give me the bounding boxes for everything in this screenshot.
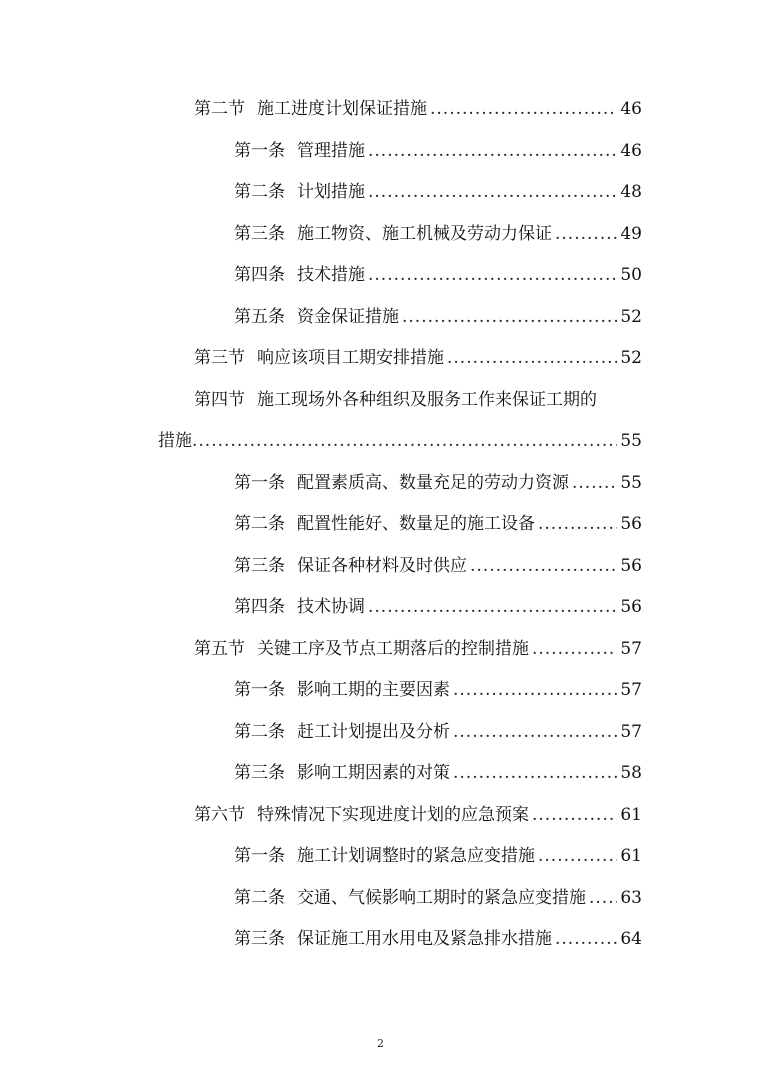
toc-entry-page: 52	[620, 307, 642, 327]
toc-entry-section-2[interactable]	[194, 98, 642, 120]
toc-entry-section-4[interactable]	[194, 389, 642, 411]
toc-entry-page: 46	[620, 99, 642, 119]
dot-leader	[192, 430, 617, 452]
dot-leader	[572, 472, 617, 494]
page-number: 2	[377, 1037, 384, 1050]
toc-entry-article[interactable]	[234, 596, 642, 618]
toc-entry-number: 第四条	[234, 265, 285, 285]
toc-entry-number: 第一条	[234, 846, 285, 866]
toc-entry-page: 55	[620, 473, 642, 493]
toc-entry-title: 赶工计划提出及分析	[297, 722, 450, 742]
toc-entry-number: 第三条	[234, 224, 285, 244]
toc-entry-page: 55	[620, 431, 642, 451]
toc-entry-page: 57	[620, 722, 642, 742]
dot-leader	[589, 887, 617, 909]
dot-leader	[555, 928, 617, 950]
toc-entry-article[interactable]	[234, 555, 642, 577]
toc-entry-title: 保证各种材料及时供应	[297, 556, 467, 576]
toc-entry-title: 技术协调	[297, 597, 365, 617]
toc-entry-article[interactable]	[234, 928, 642, 950]
dot-leader	[447, 347, 617, 369]
toc-entry-number: 第三条	[234, 763, 285, 783]
toc-entry-page: 50	[620, 265, 642, 285]
toc-entry-title: 施工计划调整时的紧急应变措施	[297, 846, 535, 866]
toc-entry-page: 58	[620, 763, 642, 783]
dot-leader	[555, 223, 617, 245]
toc-entry-number: 第二条	[234, 888, 285, 908]
toc-entry-article[interactable]	[234, 472, 642, 494]
toc-entry-title: 保证施工用水用电及紧急排水措施	[297, 929, 552, 949]
toc-entry-article[interactable]	[234, 679, 642, 701]
toc-entry-title: 计划措施	[297, 182, 365, 202]
toc-entry-title: 管理措施	[297, 141, 365, 161]
toc-entry-page: 48	[620, 182, 642, 202]
toc-entry-number: 第二条	[234, 722, 285, 742]
toc-entry-number: 第四条	[234, 597, 285, 617]
dot-leader	[430, 98, 617, 120]
toc-entry-title: 特殊情况下实现进度计划的应急预案	[257, 805, 529, 825]
toc-entry-number: 第三节	[194, 348, 245, 368]
toc-entry-article[interactable]	[234, 762, 642, 784]
dot-leader	[368, 596, 617, 618]
toc-entry-page: 64	[620, 929, 642, 949]
toc-entry-article[interactable]	[234, 306, 642, 328]
toc-entry-number: 第六节	[194, 805, 245, 825]
toc-entry-title: 施工现场外各种组织及服务工作来保证工期的	[257, 390, 597, 410]
dot-leader	[532, 804, 617, 826]
toc-entry-page: 61	[620, 805, 642, 825]
toc-entry-title: 响应该项目工期安排措施	[257, 348, 444, 368]
toc-entry-page: 46	[620, 141, 642, 161]
toc-entry-number: 第三条	[234, 556, 285, 576]
toc-entry-article[interactable]	[234, 223, 642, 245]
toc-entry-section-3[interactable]	[194, 347, 642, 369]
toc-entry-number: 第五节	[194, 639, 245, 659]
toc-entry-title: 技术措施	[297, 265, 365, 285]
dot-leader	[538, 845, 617, 867]
toc-entry-article[interactable]	[234, 845, 642, 867]
toc-entry-article[interactable]	[234, 140, 642, 162]
dot-leader	[368, 181, 617, 203]
dot-leader	[532, 638, 617, 660]
toc-entry-article[interactable]	[234, 721, 642, 743]
toc-entry-title: 施工物资、施工机械及劳动力保证	[297, 224, 552, 244]
toc-entry-title: 配置素质高、数量充足的劳动力资源	[297, 473, 569, 493]
toc-entry-article[interactable]	[234, 887, 642, 909]
toc-entry-page: 56	[620, 556, 642, 576]
toc-entry-number: 第一条	[234, 473, 285, 493]
toc-entry-title: 资金保证措施	[297, 307, 399, 327]
toc-entry-section-5[interactable]	[194, 638, 642, 660]
toc-entry-page: 57	[620, 680, 642, 700]
dot-leader	[453, 721, 617, 743]
dot-leader	[368, 140, 617, 162]
toc-entry-page: 57	[620, 639, 642, 659]
toc-entry-number: 第五条	[234, 307, 285, 327]
toc-entry-number: 第二条	[234, 182, 285, 202]
toc-entry-number: 第二节	[194, 99, 245, 119]
toc-entry-page: 49	[620, 224, 642, 244]
dot-leader	[538, 513, 617, 535]
toc-entry-number: 第四节	[194, 390, 245, 410]
toc-entry-number: 第二条	[234, 514, 285, 534]
toc-entry-title-continued: 措施	[158, 431, 192, 451]
toc-entry-section-6[interactable]	[194, 804, 642, 826]
toc-entry-article[interactable]	[234, 181, 642, 203]
toc-entry-title: 影响工期因素的对策	[297, 763, 450, 783]
dot-leader	[368, 264, 617, 286]
dot-leader	[470, 555, 617, 577]
toc-entry-title: 关键工序及节点工期落后的控制措施	[257, 639, 529, 659]
toc-entry-title: 施工进度计划保证措施	[257, 99, 427, 119]
toc-entry-page: 61	[620, 846, 642, 866]
toc-entry-section-4-continued[interactable]	[158, 430, 642, 452]
toc-entry-number: 第一条	[234, 680, 285, 700]
toc-entry-page: 63	[620, 888, 642, 908]
toc-entry-number: 第三条	[234, 929, 285, 949]
dot-leader	[453, 762, 617, 784]
toc-entry-page: 56	[620, 514, 642, 534]
dot-leader	[453, 679, 617, 701]
toc-entry-title: 影响工期的主要因素	[297, 680, 450, 700]
toc-entry-number: 第一条	[234, 141, 285, 161]
toc-entry-page: 56	[620, 597, 642, 617]
toc-entry-article[interactable]	[234, 264, 642, 286]
toc-entry-page: 52	[620, 348, 642, 368]
dot-leader	[402, 306, 617, 328]
toc-entry-article[interactable]	[234, 513, 642, 535]
toc-entry-title: 交通、气候影响工期时的紧急应变措施	[297, 888, 586, 908]
toc-entry-title: 配置性能好、数量足的施工设备	[297, 514, 535, 534]
